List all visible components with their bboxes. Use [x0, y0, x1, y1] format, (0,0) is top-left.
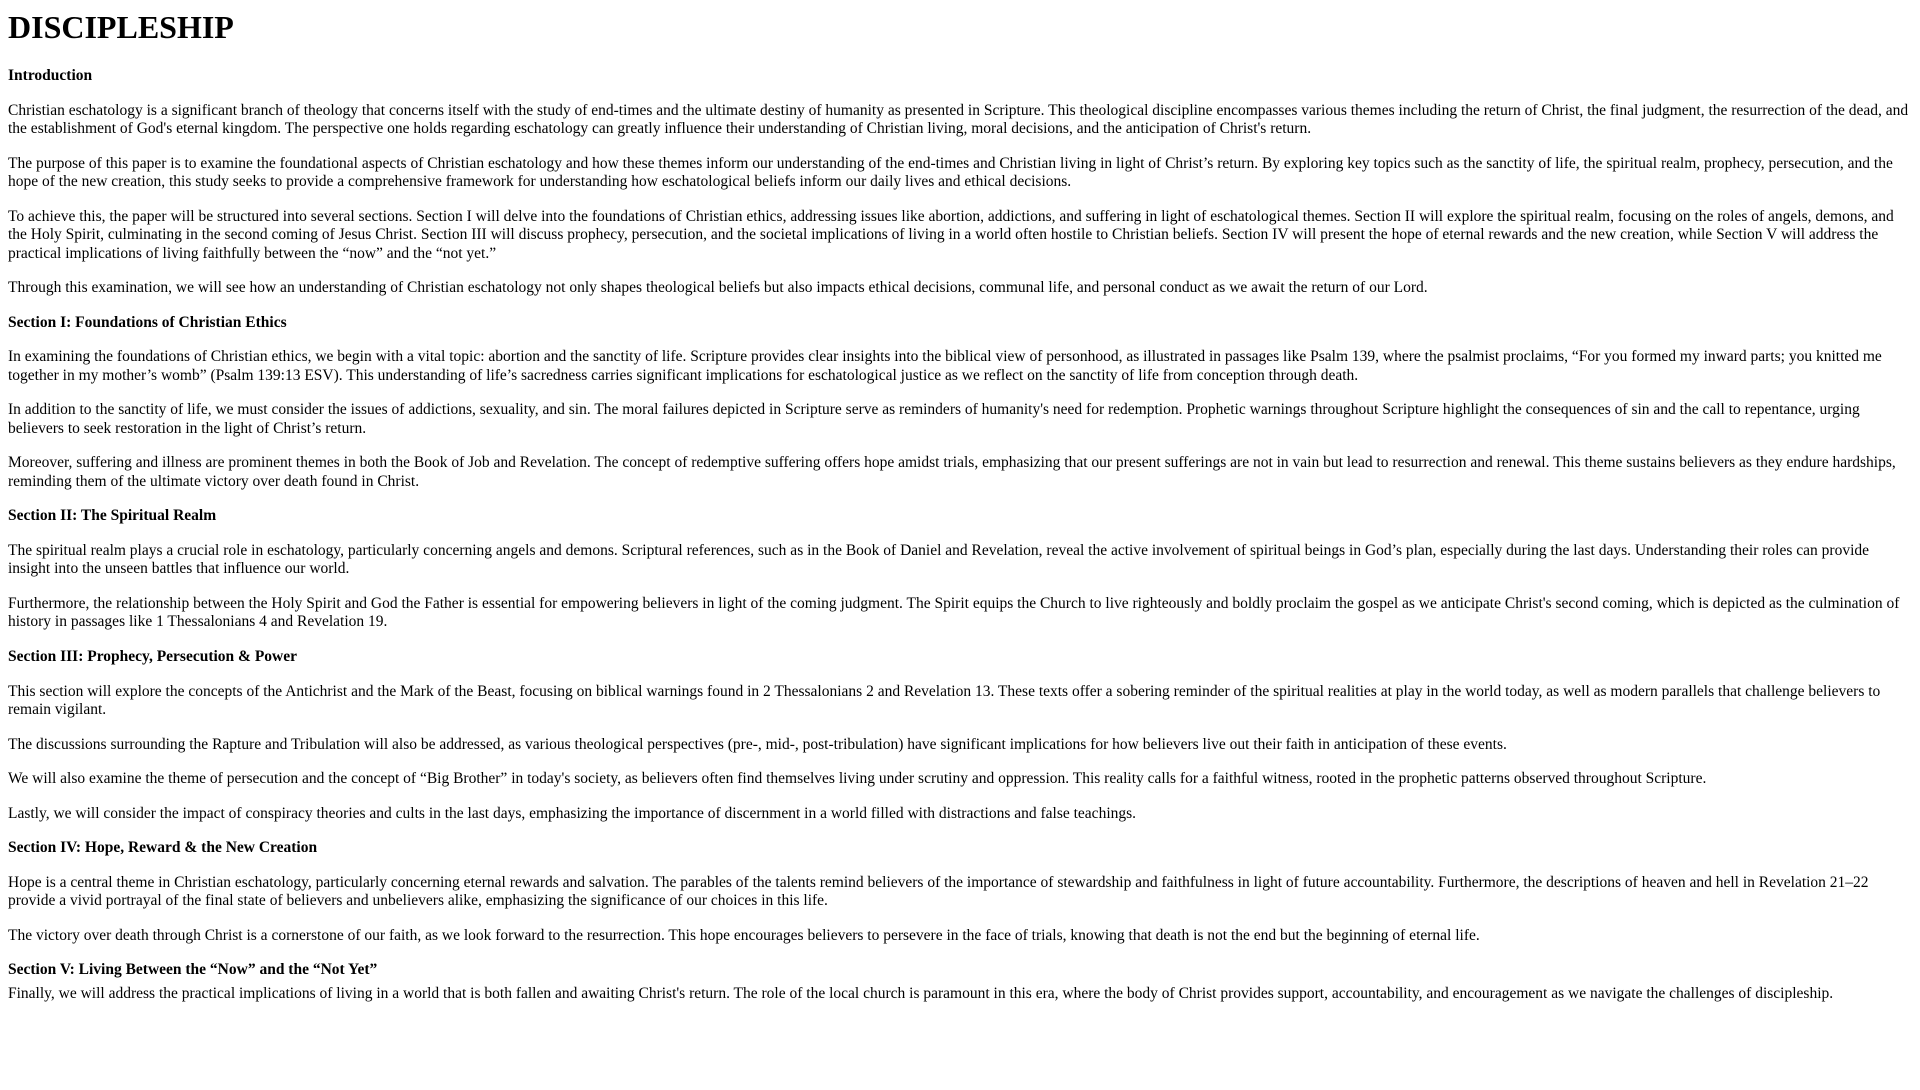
paragraph: Hope is a central theme in Christian eschatology, particularly concerning eternal rewards and salvation. The parables of the talents remind believers of the importance of stewardship and faithfulness in light of future accountability. Furthermore, the descriptions of heaven and hell in Revelation 21–22 provide a vivid portrayal of the final state of believers and unbelievers alike, emphasizing the significance of our choices in this life.	[8, 873, 1869, 910]
paragraph: To achieve this, the paper will be structured into several sections. Section I will delve into the foundations of Christian ethics, addressing issues like abortion, addictions, and suffering in light of eschatological themes. Section II will explore the spiritual realm, focusing on the roles of angels, demons, and the Holy Spirit, culminating in the second coming of Jesus Christ. Section III will discuss prophecy, persecution, and the societal implications of living in a world often hostile to Christian beliefs. Section IV will present the hope of eternal rewards and the new creation, while Section V will address the practical implications of living faithfully between the “now” and the “not yet.”	[8, 207, 1894, 262]
section-heading: Section I: Foundations of Christian Ethics	[8, 313, 287, 331]
paragraph: The purpose of this paper is to examine the foundational aspects of Christian eschatology and how these themes inform our understanding of the end-times and Christian living in light of Christ’s return. By exploring key topics such as the sanctity of life, the spiritual realm, prophecy, persecution, and the hope of the new creation, this study seeks to provide a comprehensive framework for understanding how eschatological beliefs inform our daily lives and ethical decisions.	[8, 154, 1893, 191]
paragraph: We will also examine the theme of persecution and the concept of “Big Brother” in today's society, as believers often find themselves living under scrutiny and oppression. This reality calls for a faithful witness, rooted in the prophetic patterns observed throughout Scripture.	[8, 770, 1707, 788]
document-page	[0, 10, 1920, 1090]
paragraph: Finally, we will address the practical implications of living in a world that is both fallen and awaiting Christ's return. The role of the local church is paramount in this era, where the body of Christ provides support, accountability, and encouragement as we navigate the challenges of discipleship.	[8, 984, 1834, 1002]
paragraph: This section will explore the concepts of the Antichrist and the Mark of the Beast, focusing on biblical warnings found in 2 Thessalonians 2 and Revelation 13. These texts offer a sobering reminder of the spiritual realities at play in the world today, as well as modern parallels that challenge believers to remain vigilant.	[8, 682, 1881, 719]
paragraph: In addition to the sanctity of life, we must consider the issues of addictions, sexuality, and sin. The moral failures depicted in Scripture serve as reminders of humanity's need for redemption. Prophetic warnings throughout Scripture highlight the consequences of sin and the call to repentance, urging believers to seek restoration in the light of Christ’s return.	[8, 401, 1860, 437]
paragraph: Christian eschatology is a significant branch of theology that concerns itself with the study of end-times and the ultimate destiny of humanity as presented in Scripture. This theological discipline encompasses various themes including the return of Christ, the final judgment, the resurrection of the dead, and the establishment of God's eternal kingdom. The perspective one holds regarding eschatology can greatly influence their understanding of Christian living, moral decisions, and the anticipation of Christ's return.	[8, 101, 1909, 138]
section-heading: Section V: Living Between the “Now” and the “Not Yet”	[8, 961, 378, 979]
section-heading: Introduction	[8, 67, 93, 85]
section-3	[8, 648, 1912, 823]
section-heading: Section III: Prophecy, Persecution & Power	[8, 647, 297, 665]
paragraph: The victory over death through Christ is a cornerstone of our faith, as we look forward to the resurrection. This hope encourages believers to persevere in the face of trials, knowing that death is not the end but the beginning of eternal life.	[8, 926, 1480, 944]
section-4	[8, 839, 1912, 945]
section-introduction	[8, 67, 1912, 298]
section-5	[8, 961, 1912, 1002]
paragraph: Furthermore, the relationship between the Holy Spirit and God the Father is essential for empowering believers in light of the coming judgment. The Spirit equips the Church to live righteously and boldly proclaim the gospel as we anticipate Christ's second coming, which is depicted as the culmination of history in passages like 1 Thessalonians 4 and Revelation 19.	[8, 594, 1900, 631]
paragraph: Lastly, we will consider the impact of conspiracy theories and cults in the last days, emphasizing the importance of discernment in a world filled with distractions and false teachings.	[8, 804, 1137, 822]
paragraph: The discussions surrounding the Rapture and Tribulation will also be addressed, as various theological perspectives (pre-, mid-, post-tribulation) have significant implications for how believers live out their faith in anticipation of these events.	[8, 735, 1507, 753]
cutoff-paragraph-wrapper	[8, 984, 1912, 1002]
paragraph: In examining the foundations of Christian ethics, we begin with a vital topic: abortion and the sanctity of life. Scripture provides clear insights into the biblical view of personhood, as illustrated in passages like Psalm 139, where the psalmist proclaims, “For you formed my inward parts; you knitted me together in my mother’s womb” (Psalm 139:13 ESV). This understanding of life’s sacredness carries significant implications for eschatological justice as we reflect on the sanctity of life from conception through death.	[8, 348, 1882, 384]
paragraph: Moreover, suffering and illness are prominent themes in both the Book of Job and Revelation. The concept of redemptive suffering offers hope amidst trials, emphasizing that our present sufferings are not in vain but lead to resurrection and renewal. This theme sustains believers as they endure hardships, reminding them of the ultimate victory over death found in Christ.	[8, 454, 1896, 490]
section-heading: Section II: The Spiritual Realm	[8, 507, 217, 525]
section-heading: Section IV: Hope, Reward & the New Creation	[8, 839, 318, 857]
paragraph: Through this examination, we will see how an understanding of Christian eschatology not only shapes theological beliefs but also impacts ethical decisions, communal life, and personal conduct as we await the return of our Lord.	[8, 279, 1428, 297]
paragraph: The spiritual realm plays a crucial role in eschatology, particularly concerning angels and demons. Scriptural references, such as in the Book of Daniel and Revelation, reveal the active involvement of spiritual beings in God’s plan, especially during the last days. Understanding their roles can provide insight into the unseen battles that influence our world.	[8, 541, 1869, 578]
section-2	[8, 507, 1912, 632]
section-1	[8, 314, 1912, 492]
page-title: DISCIPLESHIP	[8, 9, 234, 45]
